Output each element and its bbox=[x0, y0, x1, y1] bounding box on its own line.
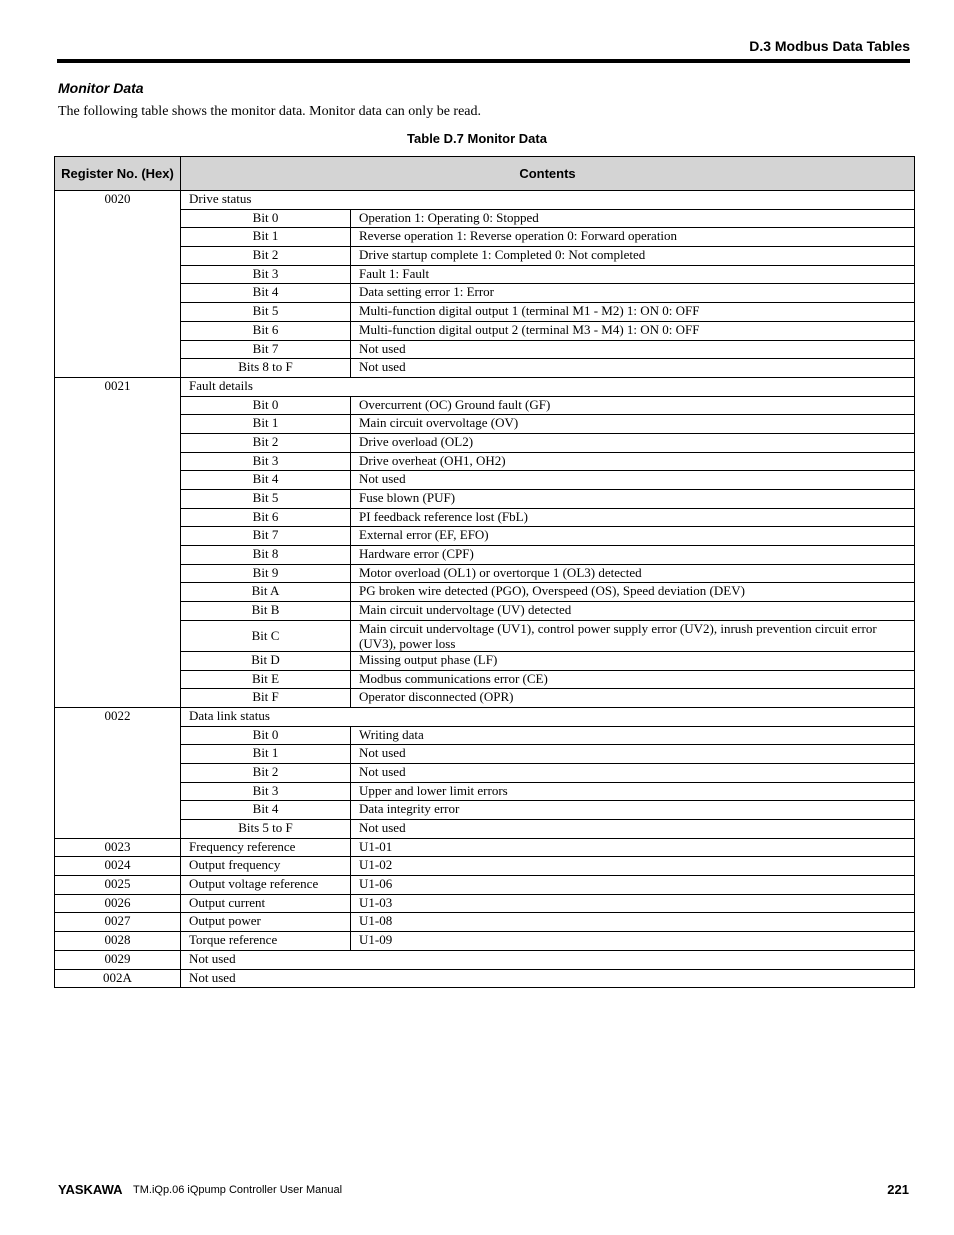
table-row bbox=[55, 359, 915, 378]
bit-description: PI feedback reference lost (FbL) bbox=[351, 508, 915, 527]
bit-label: Bit 6 bbox=[181, 321, 351, 340]
bit-label: Bit 3 bbox=[181, 782, 351, 801]
bit-description: Data integrity error bbox=[351, 801, 915, 820]
header-rule bbox=[57, 59, 910, 63]
bit-label: Bit 3 bbox=[181, 452, 351, 471]
monitor-parameter: U1-03 bbox=[351, 894, 915, 913]
bit-label: Bit D bbox=[181, 651, 351, 670]
table-row bbox=[55, 209, 915, 228]
table-row bbox=[55, 763, 915, 782]
bit-label: Bit 7 bbox=[181, 340, 351, 359]
table-row bbox=[55, 801, 915, 820]
bit-description: Operation 1: Operating 0: Stopped bbox=[351, 209, 915, 228]
table-row bbox=[55, 857, 915, 876]
register-number: 0025 bbox=[55, 876, 181, 895]
table-row bbox=[55, 546, 915, 565]
bit-label: Bit 6 bbox=[181, 508, 351, 527]
bit-label: Bit 9 bbox=[181, 564, 351, 583]
table-header-row bbox=[55, 157, 915, 191]
bit-label: Bit 1 bbox=[181, 745, 351, 764]
bit-description: Not used bbox=[351, 471, 915, 490]
bit-description: Drive startup complete 1: Completed 0: Not completed bbox=[351, 247, 915, 266]
table-row bbox=[55, 247, 915, 266]
bit-description: Missing output phase (LF) bbox=[351, 651, 915, 670]
monitor-parameter: U1-01 bbox=[351, 838, 915, 857]
monitor-parameter: U1-09 bbox=[351, 932, 915, 951]
table-row bbox=[55, 913, 915, 932]
monitor-name: Output frequency bbox=[181, 857, 351, 876]
bit-label: Bit 4 bbox=[181, 284, 351, 303]
bit-description: Main circuit overvoltage (OV) bbox=[351, 415, 915, 434]
monitor-name: Not used bbox=[181, 950, 915, 969]
bit-description: Multi-function digital output 2 (terminal M3 - M4) 1: ON 0: OFF bbox=[351, 321, 915, 340]
bit-label: Bit 7 bbox=[181, 527, 351, 546]
intro-paragraph: The following table shows the monitor data. Monitor data can only be read. bbox=[58, 104, 482, 119]
bit-label: Bit 2 bbox=[181, 247, 351, 266]
table-row bbox=[55, 651, 915, 670]
monitor-parameter: U1-06 bbox=[351, 876, 915, 895]
bit-description: Modbus communications error (CE) bbox=[351, 670, 915, 689]
bit-label: Bit 5 bbox=[181, 303, 351, 322]
table-row bbox=[55, 490, 915, 509]
table-row bbox=[55, 471, 915, 490]
monitor-parameter: U1-08 bbox=[351, 913, 915, 932]
group-title: Fault details bbox=[181, 377, 915, 396]
bit-label: Bit 2 bbox=[181, 763, 351, 782]
bit-label: Bit 0 bbox=[181, 209, 351, 228]
bit-label: Bit E bbox=[181, 670, 351, 689]
bit-label: Bit 8 bbox=[181, 546, 351, 565]
bit-label: Bit 0 bbox=[181, 396, 351, 415]
bit-label: Bits 5 to F bbox=[181, 820, 351, 839]
bit-description: Upper and lower limit errors bbox=[351, 782, 915, 801]
monitor-data-table bbox=[54, 156, 915, 988]
table-row bbox=[55, 670, 915, 689]
table-row bbox=[55, 321, 915, 340]
register-number: 0027 bbox=[55, 913, 181, 932]
bit-description: Not used bbox=[351, 359, 915, 378]
bit-description: Data setting error 1: Error bbox=[351, 284, 915, 303]
monitor-name: Torque reference bbox=[181, 932, 351, 951]
group-title: Drive status bbox=[181, 191, 915, 210]
bit-label: Bit 1 bbox=[181, 228, 351, 247]
bit-description: Not used bbox=[351, 820, 915, 839]
bit-description: Motor overload (OL1) or overtorque 1 (OL3) detected bbox=[351, 564, 915, 583]
table-row bbox=[55, 620, 915, 651]
register-number: 0023 bbox=[55, 838, 181, 857]
register-number: 0024 bbox=[55, 857, 181, 876]
column-header-contents: Contents bbox=[181, 157, 915, 191]
bit-description: Fuse blown (PUF) bbox=[351, 490, 915, 509]
column-header-register: Register No. (Hex) bbox=[55, 157, 181, 191]
bit-label: Bit 1 bbox=[181, 415, 351, 434]
monitor-name: Not used bbox=[181, 969, 915, 988]
register-number: 0026 bbox=[55, 894, 181, 913]
bit-description: Writing data bbox=[351, 726, 915, 745]
bit-description: External error (EF, EFO) bbox=[351, 527, 915, 546]
table-row bbox=[55, 527, 915, 546]
table-row bbox=[55, 452, 915, 471]
bit-description: Not used bbox=[351, 763, 915, 782]
table-row bbox=[55, 583, 915, 602]
bit-label: Bit B bbox=[181, 602, 351, 621]
bit-description: Fault 1: Fault bbox=[351, 265, 915, 284]
bit-description: Reverse operation 1: Reverse operation 0: Forward operation bbox=[351, 228, 915, 247]
monitor-parameter: U1-02 bbox=[351, 857, 915, 876]
bit-label: Bit 0 bbox=[181, 726, 351, 745]
table-row bbox=[55, 396, 915, 415]
table-caption: Table D.7 Monitor Data bbox=[407, 131, 547, 146]
table-row bbox=[55, 191, 915, 210]
table-row bbox=[55, 508, 915, 527]
table-row bbox=[55, 726, 915, 745]
table-row bbox=[55, 782, 915, 801]
bit-label: Bit C bbox=[181, 620, 351, 651]
table-row bbox=[55, 894, 915, 913]
table-row bbox=[55, 932, 915, 951]
table-row bbox=[55, 284, 915, 303]
register-number: 0029 bbox=[55, 950, 181, 969]
table-row bbox=[55, 415, 915, 434]
bit-description: Drive overload (OL2) bbox=[351, 433, 915, 452]
footer-brand: YASKAWA bbox=[58, 1182, 123, 1197]
table-row bbox=[55, 838, 915, 857]
section-title: Monitor Data bbox=[58, 80, 144, 96]
bit-description: Drive overheat (OH1, OH2) bbox=[351, 452, 915, 471]
table-row bbox=[55, 950, 915, 969]
monitor-name: Output power bbox=[181, 913, 351, 932]
table-row bbox=[55, 602, 915, 621]
bit-label: Bit 5 bbox=[181, 490, 351, 509]
bit-label: Bit 4 bbox=[181, 801, 351, 820]
bit-description: PG broken wire detected (PGO), Overspeed (OS), Speed deviation (DEV) bbox=[351, 583, 915, 602]
running-header-title: D.3 Modbus Data Tables bbox=[749, 38, 910, 54]
bit-description: Main circuit undervoltage (UV) detected bbox=[351, 602, 915, 621]
table-row bbox=[55, 564, 915, 583]
bit-label: Bit F bbox=[181, 689, 351, 708]
register-number: 0021 bbox=[55, 377, 181, 707]
table-row bbox=[55, 228, 915, 247]
table-row bbox=[55, 340, 915, 359]
table-row bbox=[55, 265, 915, 284]
bit-label: Bit 3 bbox=[181, 265, 351, 284]
group-title: Data link status bbox=[181, 707, 915, 726]
table-row bbox=[55, 876, 915, 895]
register-number: 002A bbox=[55, 969, 181, 988]
table-row bbox=[55, 969, 915, 988]
bit-label: Bits 8 to F bbox=[181, 359, 351, 378]
register-number: 0028 bbox=[55, 932, 181, 951]
table-row bbox=[55, 377, 915, 396]
table-row bbox=[55, 745, 915, 764]
table-row bbox=[55, 689, 915, 708]
bit-label: Bit 2 bbox=[181, 433, 351, 452]
table-row bbox=[55, 707, 915, 726]
table-row bbox=[55, 433, 915, 452]
register-number: 0022 bbox=[55, 707, 181, 838]
page-number: 221 bbox=[887, 1182, 909, 1197]
table-row bbox=[55, 820, 915, 839]
bit-label: Bit 4 bbox=[181, 471, 351, 490]
monitor-name: Output voltage reference bbox=[181, 876, 351, 895]
bit-description: Multi-function digital output 1 (terminal M1 - M2) 1: ON 0: OFF bbox=[351, 303, 915, 322]
bit-description: Not used bbox=[351, 745, 915, 764]
table-row bbox=[55, 303, 915, 322]
bit-description: Overcurrent (OC) Ground fault (GF) bbox=[351, 396, 915, 415]
monitor-name: Frequency reference bbox=[181, 838, 351, 857]
bit-description: Not used bbox=[351, 340, 915, 359]
footer-manual-title: TM.iQp.06 iQpump Controller User Manual bbox=[133, 1184, 343, 1196]
bit-label: Bit A bbox=[181, 583, 351, 602]
bit-description: Main circuit undervoltage (UV1), control power supply error (UV2), inrush prevention circuit error (UV3), power loss bbox=[351, 620, 915, 651]
bit-description: Operator disconnected (OPR) bbox=[351, 689, 915, 708]
monitor-name: Output current bbox=[181, 894, 351, 913]
register-number: 0020 bbox=[55, 191, 181, 378]
bit-description: Hardware error (CPF) bbox=[351, 546, 915, 565]
